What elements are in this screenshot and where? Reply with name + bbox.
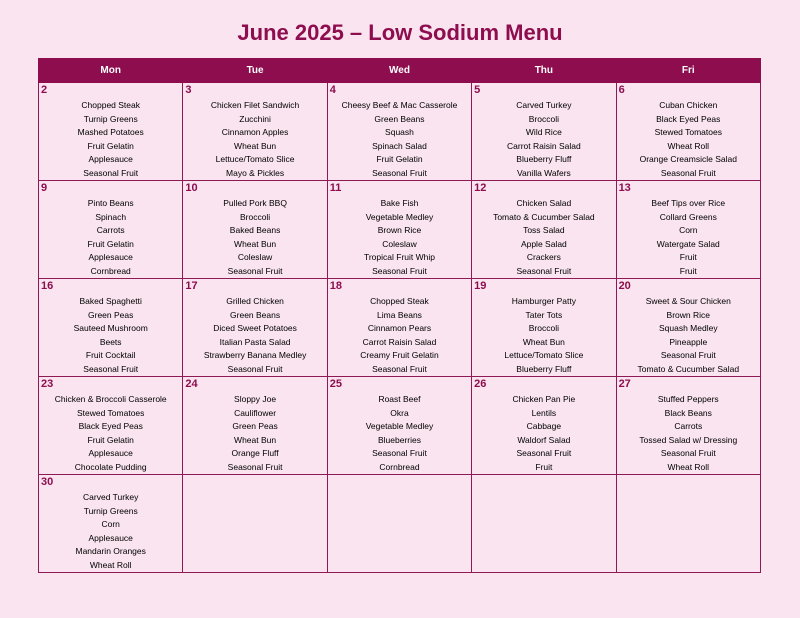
menu-item: Seasonal Fruit — [660, 448, 716, 458]
menu-item: Cinnamon Apples — [221, 127, 289, 137]
menu-item: Hamburger Patty — [511, 296, 576, 306]
menu-item: Mashed Potatoes — [77, 127, 144, 137]
menu-item: Seasonal Fruit — [372, 448, 427, 458]
day-cell — [183, 83, 327, 181]
menu-item: Wheat Roll — [667, 140, 710, 151]
menu-item: Seasonal Fruit — [660, 350, 716, 360]
day-number: 24 — [185, 378, 198, 390]
menu-item: Seasonal Fruit — [227, 363, 283, 374]
weekday-thu: Thu — [472, 59, 616, 83]
menu-item: Chicken Filet Sandwich — [210, 100, 300, 110]
menu-item: Applesauce — [88, 252, 133, 262]
menu-item: Collard Greens — [659, 211, 717, 222]
menu-item-list — [472, 181, 615, 278]
menu-item: Orange Creamsicle Salad — [639, 154, 737, 164]
menu-item: Apple Salad — [520, 238, 567, 249]
menu-item: Baked Beans — [229, 225, 281, 235]
menu-item: Stewed Tomatoes — [654, 127, 722, 137]
empty-day-cell — [183, 475, 327, 573]
menu-item: Stewed Tomatoes — [76, 407, 145, 418]
day-cell — [327, 83, 471, 181]
menu-item-list — [328, 377, 471, 474]
menu-item: Carrots — [96, 225, 125, 235]
menu-item-list — [183, 181, 326, 278]
menu-item: Mayo & Pickles — [226, 167, 285, 178]
menu-item: Seasonal Fruit — [83, 167, 139, 178]
menu-item: Baked Spaghetti — [79, 296, 142, 306]
day-cell — [616, 377, 760, 475]
menu-item: Coleslaw — [237, 252, 273, 262]
menu-item: Lentils — [531, 407, 557, 418]
day-number: 20 — [618, 280, 631, 292]
menu-item: Wheat Bun — [522, 336, 565, 347]
menu-item-list — [39, 475, 182, 572]
menu-item: Vegetable Medley — [365, 421, 434, 431]
menu-item: Tater Tots — [525, 309, 563, 320]
menu-item: Orange Fluff — [231, 448, 279, 458]
menu-item: Chicken Salad — [516, 198, 572, 208]
menu-item-list — [472, 377, 615, 474]
weekday-fri: Fri — [616, 59, 760, 83]
menu-item: Cheesy Beef & Mac Casserole — [341, 100, 458, 110]
menu-item: Brown Rice — [666, 309, 711, 320]
week-row — [39, 377, 761, 475]
menu-item: Corn — [101, 519, 120, 529]
menu-item: Watergate Salad — [656, 238, 720, 249]
menu-item: Roast Beef — [378, 394, 421, 404]
menu-item: Green Peas — [88, 309, 134, 320]
menu-item: Fruit — [535, 461, 553, 472]
menu-item: Wheat Bun — [234, 434, 277, 445]
menu-item: Seasonal Fruit — [227, 265, 283, 276]
menu-item: Tomato & Cucumber Salad — [493, 211, 595, 222]
day-number: 2 — [41, 84, 48, 96]
day-cell — [39, 279, 183, 377]
menu-item: Wheat Roll — [89, 559, 132, 570]
menu-item: Squash Medley — [658, 323, 718, 333]
menu-item: Squash — [385, 127, 414, 137]
menu-item-list — [472, 83, 615, 180]
menu-item: Chocolate Pudding — [74, 461, 147, 472]
menu-item: Cornbread — [90, 265, 131, 276]
menu-item: Lettuce/Tomato Slice — [504, 350, 584, 360]
menu-item: Seasonal Fruit — [227, 461, 283, 472]
menu-item: Bake Fish — [380, 198, 419, 208]
menu-item-list — [617, 83, 760, 180]
menu-item-list — [328, 83, 471, 180]
menu-item: Pineapple — [669, 336, 708, 347]
day-cell — [327, 181, 471, 279]
menu-item: Cauliflower — [234, 407, 277, 418]
day-number: 11 — [329, 182, 342, 194]
day-cell — [39, 475, 183, 573]
menu-item: Stuffed Peppers — [657, 394, 719, 404]
empty-day-cell — [616, 475, 760, 573]
menu-item: Cornbread — [379, 461, 420, 472]
day-cell — [183, 279, 327, 377]
menu-item: Wheat Bun — [234, 238, 277, 249]
menu-item: Vanilla Wafers — [516, 167, 571, 178]
menu-item: Pinto Beans — [87, 198, 134, 208]
menu-item: Beets — [99, 336, 122, 347]
day-cell — [472, 377, 616, 475]
menu-item: Toss Salad — [523, 225, 565, 235]
empty-day-cell — [327, 475, 471, 573]
menu-item: Crackers — [526, 252, 561, 262]
menu-item: Blueberry Fluff — [516, 363, 572, 374]
day-number: 3 — [185, 84, 192, 96]
menu-item: Chopped Steak — [81, 100, 140, 110]
day-cell — [327, 377, 471, 475]
menu-item: Chicken Pan Pie — [512, 394, 576, 404]
weekday-tue: Tue — [183, 59, 327, 83]
menu-item: Carrot Raisin Salad — [362, 336, 437, 347]
day-number: 23 — [41, 378, 54, 390]
menu-item-list — [39, 377, 182, 474]
menu-item: Fruit Gelatin — [87, 140, 134, 151]
menu-item: Spinach Salad — [372, 140, 427, 151]
menu-item-list — [617, 279, 760, 376]
menu-item: Strawberry Banana Medley — [203, 350, 307, 360]
menu-item: Sloppy Joe — [234, 394, 277, 404]
menu-item: Beef Tips over Rice — [651, 198, 726, 208]
menu-item: Creamy Fruit Gelatin — [360, 350, 439, 360]
day-cell — [472, 181, 616, 279]
page-title: June 2025 – Low Sodium Menu — [237, 20, 563, 45]
menu-item-list — [472, 279, 615, 376]
menu-item: Fruit — [679, 265, 697, 276]
day-cell — [39, 181, 183, 279]
menu-item: Pulled Pork BBQ — [223, 198, 287, 208]
day-number: 13 — [618, 182, 631, 194]
menu-item: Applesauce — [88, 154, 133, 164]
menu-item: Broccoli — [528, 113, 559, 124]
menu-item: Fruit Gelatin — [87, 238, 134, 249]
menu-item: Okra — [390, 407, 409, 418]
weekday-mon: Mon — [39, 59, 183, 83]
day-cell — [183, 377, 327, 475]
menu-item-list — [617, 181, 760, 278]
menu-item: Seasonal Fruit — [516, 265, 572, 276]
menu-item-list — [39, 83, 182, 180]
menu-item: Broccoli — [528, 323, 559, 333]
day-number: 27 — [618, 378, 631, 390]
menu-item: Black Eyed Peas — [78, 421, 143, 431]
menu-item: Tomato & Cucumber Salad — [637, 363, 740, 374]
menu-calendar — [38, 58, 761, 573]
menu-item: Corn — [679, 225, 698, 235]
menu-item: Blueberry Fluff — [516, 154, 572, 164]
menu-item: Blueberries — [377, 434, 421, 445]
menu-item: Cabbage — [526, 421, 562, 431]
menu-item: Carved Turkey — [516, 100, 572, 110]
menu-item: Black Eyed Peas — [656, 113, 721, 124]
menu-item: Carved Turkey — [83, 492, 139, 502]
week-row — [39, 83, 761, 181]
menu-item: Zucchini — [239, 113, 271, 124]
menu-item: Fruit Cocktail — [85, 350, 136, 360]
menu-item: Fruit — [679, 252, 697, 262]
menu-item: Seasonal Fruit — [83, 363, 139, 374]
menu-item: Wild Rice — [525, 127, 562, 137]
day-number: 19 — [474, 280, 487, 292]
day-number: 18 — [329, 280, 343, 292]
menu-item: Chicken & Broccoli Casserole — [54, 394, 167, 404]
menu-item: Green Peas — [232, 421, 278, 431]
menu-item: Seasonal Fruit — [516, 448, 572, 458]
menu-item: Lettuce/Tomato Slice — [215, 154, 295, 164]
week-row — [39, 181, 761, 279]
menu-item: Sauteed Mushroom — [73, 323, 148, 333]
menu-item: Seasonal Fruit — [372, 167, 427, 178]
day-number: 26 — [474, 378, 487, 390]
menu-item: Waldorf Salad — [517, 434, 571, 445]
menu-item: Wheat Bun — [234, 140, 277, 151]
empty-day-cell — [472, 475, 616, 573]
menu-item-list — [39, 181, 182, 278]
menu-item-list — [183, 377, 326, 474]
menu-item: Grilled Chicken — [226, 296, 284, 306]
menu-item-list — [183, 279, 326, 376]
menu-item: Lima Beans — [377, 309, 422, 320]
menu-item: Applesauce — [88, 532, 133, 543]
menu-item: Fruit Gelatin — [376, 154, 423, 164]
day-cell — [183, 181, 327, 279]
menu-item: Mandarin Oranges — [75, 546, 146, 556]
menu-item: Spinach — [95, 211, 127, 222]
day-cell — [327, 279, 471, 377]
week-row — [39, 279, 761, 377]
menu-item: Seasonal Fruit — [660, 167, 716, 178]
day-number: 10 — [185, 182, 198, 194]
day-number: 4 — [329, 84, 336, 96]
day-cell — [472, 83, 616, 181]
menu-item: Brown Rice — [377, 225, 422, 235]
menu-item-list — [39, 279, 182, 376]
weekday-header-row — [39, 59, 761, 83]
day-number: 5 — [474, 84, 481, 96]
day-cell — [472, 279, 616, 377]
menu-item: Tossed Salad w/ Dressing — [639, 434, 738, 445]
menu-item: Turnip Greens — [83, 505, 138, 516]
menu-item: Broccoli — [239, 211, 271, 222]
day-number: 6 — [618, 84, 625, 96]
menu-item-list — [328, 181, 471, 278]
menu-item: Carrots — [674, 421, 703, 431]
week-row — [39, 475, 761, 573]
menu-item: Diced Sweet Potatoes — [213, 323, 297, 333]
day-cell — [616, 83, 760, 181]
menu-item: Italian Pasta Salad — [219, 336, 291, 347]
day-number: 30 — [41, 476, 54, 488]
menu-item: Turnip Greens — [83, 113, 138, 124]
weekday-wed: Wed — [327, 59, 471, 83]
day-number: 17 — [185, 280, 198, 292]
menu-item: Tropical Fruit Whip — [363, 252, 435, 262]
menu-item: Cuban Chicken — [659, 100, 718, 110]
menu-item: Cinnamon Pears — [367, 323, 432, 333]
menu-item: Fruit Gelatin — [87, 434, 134, 445]
menu-item: Seasonal Fruit — [372, 265, 427, 276]
menu-item: Green Beans — [374, 113, 425, 124]
menu-item: Coleslaw — [382, 238, 417, 249]
menu-item: Vegetable Medley — [365, 211, 434, 222]
menu-item: Carrot Raisin Salad — [507, 140, 581, 151]
menu-item: Green Beans — [230, 309, 281, 320]
day-number: 25 — [329, 378, 343, 390]
menu-item-list — [617, 377, 760, 474]
menu-item: Applesauce — [88, 448, 133, 458]
day-number: 9 — [41, 182, 48, 194]
menu-item: Wheat Roll — [667, 461, 710, 472]
menu-item-list — [183, 83, 326, 180]
day-cell — [39, 377, 183, 475]
day-number: 12 — [474, 182, 487, 194]
day-cell — [616, 279, 760, 377]
day-cell — [39, 83, 183, 181]
menu-item-list — [328, 279, 471, 376]
menu-item: Chopped Steak — [370, 296, 429, 306]
day-number: 16 — [41, 280, 54, 292]
menu-item: Black Beans — [664, 407, 712, 418]
day-cell — [616, 181, 760, 279]
menu-item: Seasonal Fruit — [372, 363, 427, 374]
menu-item: Sweet & Sour Chicken — [645, 296, 731, 306]
